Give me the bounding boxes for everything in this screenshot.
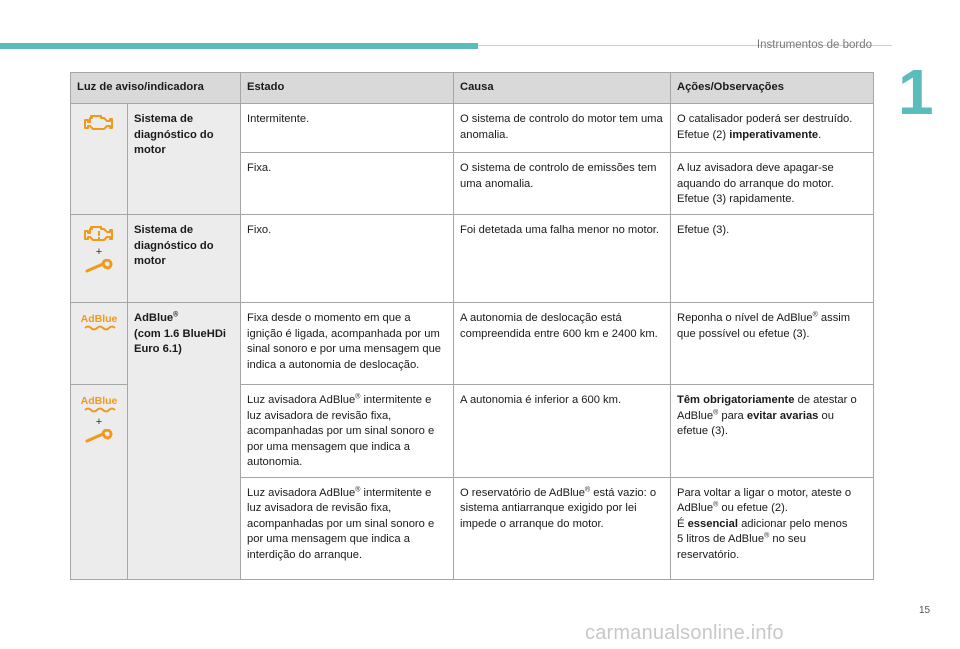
watermark-text: carmanualsonline.info (585, 622, 784, 644)
cause-cell: O reservatório de AdBlue® está vazio: o sistema antiarranque exigido por lei impede o arranque do motor. (454, 477, 671, 579)
table-row (71, 215, 874, 303)
engine-warning-icon (77, 112, 121, 134)
state-cell: Fixo. (241, 215, 454, 303)
header-lamp: Luz de aviso/indicadora (71, 73, 241, 104)
header-accent-bar (0, 43, 478, 49)
action-cell: Para voltar a ligar o motor, ateste o AdBlue® ou efetue (2). É essencial adicionar pelo menos 5 litros de AdBlue® no seu reservatório. (671, 477, 874, 579)
cause-cell: Foi detetada uma falha menor no motor. (454, 215, 671, 303)
cause-cell: O sistema de controlo do motor tem uma anomalia. (454, 104, 671, 153)
engine-fault-icon (77, 223, 121, 245)
cause-cell: O sistema de controlo de emissões tem uma anomalia. (454, 153, 671, 215)
state-cell: Luz avisadora AdBlue® intermitente e luz avisadora de revisão fixa, acompanhadas por um sinal sonoro e por uma mensagem que indica a autonomia. (241, 385, 454, 478)
state-cell: Luz avisadora AdBlue® intermitente e luz avisadora de revisão fixa, acompanhadas por um sinal sonoro e por uma mensagem que indica a interdição do arranque. (241, 477, 454, 579)
lamp-name: Sistema de diagnóstico do motor (128, 215, 241, 303)
cause-cell: A autonomia é inferior a 600 km. (454, 385, 671, 478)
icon-cell (71, 385, 128, 580)
warning-lamps-table (70, 72, 874, 580)
action-cell: Reponha o nível de AdBlue® assim que possível ou efetue (3). (671, 303, 874, 385)
cause-cell: A autonomia de deslocação está compreendida entre 600 km e 2400 km. (454, 303, 671, 385)
svg-text:AdBlue: AdBlue (80, 395, 118, 407)
icon-cell (71, 104, 128, 215)
wrench-icon (77, 429, 121, 445)
adblue-icon (77, 393, 121, 415)
svg-text:AdBlue: AdBlue (80, 313, 118, 325)
header-cause: Causa (454, 73, 671, 104)
action-cell: O catalisador poderá ser destruído. Efetue (2) imperativamente. (671, 104, 874, 153)
state-cell: Fixa. (241, 153, 454, 215)
action-cell: A luz avisadora deve apagar-se aquando do arranque do motor. Efetue (3) rapidamente. (671, 153, 874, 215)
action-cell: Efetue (3). (671, 215, 874, 303)
table-header-row (71, 73, 874, 104)
header-state: Estado (241, 73, 454, 104)
section-title: Instrumentos de bordo (756, 39, 872, 51)
header-actions: Ações/Observações (671, 73, 874, 104)
wrench-icon (77, 259, 121, 275)
adblue-icon (77, 311, 121, 333)
state-cell: Intermitente. (241, 104, 454, 153)
page-number: 15 (919, 605, 931, 616)
action-cell: Têm obrigatoriamente de atestar o AdBlue® para evitar avarias ou efetue (3). (671, 385, 874, 478)
state-cell: Fixa desde o momento em que a ignição é ligada, acompanhada por um sinal sonoro e por uma mensagem que indica a autonomia de deslocação. (241, 303, 454, 385)
plus-sign: + (95, 416, 103, 428)
icon-cell (71, 215, 128, 303)
lamp-name: Sistema de diagnóstico do motor (128, 104, 241, 215)
table-row (71, 303, 874, 385)
icon-cell (71, 303, 128, 385)
table-row (71, 104, 874, 153)
chapter-number: 1 (898, 56, 934, 128)
lamp-name: AdBlue® (com 1.6 BlueHDi Euro 6.1) (128, 303, 241, 580)
plus-sign: + (95, 246, 103, 258)
